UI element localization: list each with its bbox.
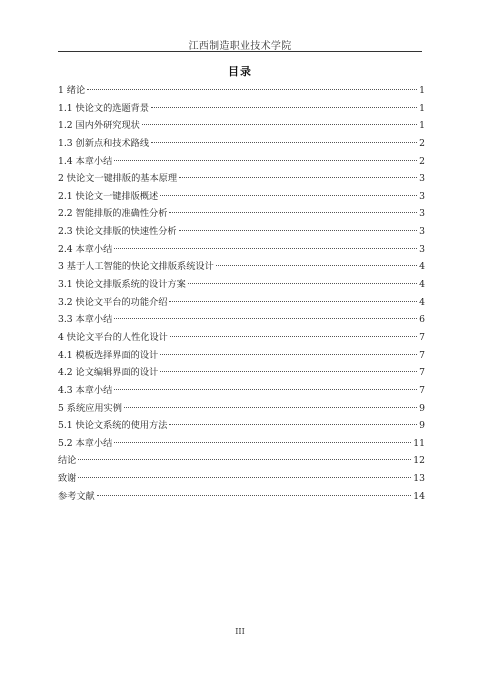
toc-dot-leader	[169, 212, 417, 213]
toc-dot-leader	[78, 459, 411, 460]
toc-entry-page: 1	[419, 120, 425, 132]
toc-entry[interactable]	[58, 452, 425, 470]
toc-entry-page: 3	[419, 208, 425, 220]
toc-entry[interactable]	[58, 311, 425, 329]
toc-entry-page: 3	[419, 190, 425, 202]
toc-dot-leader	[216, 265, 417, 266]
toc-entry[interactable]	[58, 223, 425, 241]
toc-entry[interactable]	[58, 382, 425, 400]
toc-entry-label: 结论	[58, 455, 77, 467]
page-header: 江西制造职业技术学院	[188, 41, 292, 52]
toc-entry-page: 7	[419, 349, 425, 361]
toc-dot-leader	[78, 477, 411, 478]
toc-dot-leader	[151, 142, 417, 143]
toc-entry-page: 7	[419, 384, 425, 396]
toc-entry[interactable]	[58, 188, 425, 206]
toc-entry-page: 7	[419, 367, 425, 379]
toc-entry[interactable]	[58, 329, 425, 347]
toc-entry[interactable]	[58, 258, 425, 276]
toc-entry-page: 3	[419, 173, 425, 185]
toc-entry-page: 14	[413, 490, 425, 502]
toc-entry-label: 4 快论文平台的人性化设计	[58, 331, 168, 343]
toc-entry[interactable]	[58, 241, 425, 259]
toc-entry-label: 3.1 快论文排版系统的设计方案	[58, 279, 186, 291]
toc-dot-leader	[87, 89, 417, 90]
toc-entry-label: 1 绪论	[58, 85, 86, 96]
toc-dot-leader	[114, 318, 417, 319]
toc-dot-leader	[170, 336, 417, 337]
toc-entry-label: 4.1 模板选择界面的设计	[58, 349, 159, 361]
toc-title: 目录	[228, 65, 252, 78]
toc-dot-leader	[151, 107, 417, 108]
header-divider	[58, 51, 422, 52]
toc-entry[interactable]	[58, 153, 425, 171]
toc-dot-leader	[160, 371, 417, 372]
toc-entry[interactable]	[58, 417, 425, 435]
toc-entry[interactable]	[58, 364, 425, 382]
toc-entry-page: 9	[419, 402, 425, 414]
toc-entry-page: 11	[413, 437, 425, 449]
toc-entry-page: 3	[419, 226, 425, 238]
toc-entry-page: 4	[419, 296, 425, 308]
toc-dot-leader	[114, 442, 411, 443]
toc-entry[interactable]	[58, 488, 425, 506]
toc-entry-label: 2.1 快论文一键排版概述	[58, 190, 159, 202]
toc-entry-page: 13	[413, 473, 425, 485]
toc-entry[interactable]	[58, 82, 425, 100]
toc-entry[interactable]	[58, 170, 425, 188]
toc-dot-leader	[188, 283, 417, 284]
toc-entry-label: 参考文献	[58, 490, 95, 502]
toc-entry-page: 2	[419, 137, 425, 149]
toc-entry-page: 1	[419, 85, 425, 96]
toc-entry[interactable]	[58, 470, 425, 488]
toc-entry[interactable]	[58, 347, 425, 365]
toc-entry-label: 5 系统应用实例	[58, 402, 122, 414]
toc-entry-label: 1.2 国内外研究现状	[58, 120, 140, 132]
toc-entry[interactable]	[58, 135, 425, 153]
toc-entry-label: 5.2 本章小结	[58, 437, 113, 449]
toc-entry-page: 2	[419, 155, 425, 167]
toc-dot-leader	[169, 424, 417, 425]
toc-dot-leader	[97, 495, 412, 496]
toc-entry[interactable]	[58, 435, 425, 453]
toc-entry-label: 3.2 快论文平台的功能介绍	[58, 296, 168, 308]
toc-entry[interactable]	[58, 205, 425, 223]
toc-entry-label: 2 快论文一键排版的基本原理	[58, 173, 178, 185]
toc-entry-page: 6	[419, 314, 425, 326]
toc-dot-leader	[114, 389, 417, 390]
toc-entry-page: 1	[419, 102, 425, 114]
toc-entry-label: 5.1 快论文系统的使用方法	[58, 420, 168, 432]
toc-entry-page: 4	[419, 261, 425, 273]
table-of-contents	[58, 82, 425, 505]
toc-entry-page: 12	[413, 455, 425, 467]
toc-dot-leader	[114, 160, 417, 161]
toc-entry-label: 1.1 快论文的选题背景	[58, 102, 150, 114]
toc-dot-leader	[160, 195, 417, 196]
toc-entry-page: 3	[419, 243, 425, 255]
toc-dot-leader	[169, 301, 417, 302]
toc-dot-leader	[124, 407, 417, 408]
toc-entry[interactable]	[58, 117, 425, 135]
toc-dot-leader	[160, 354, 417, 355]
toc-entry-label: 2.2 智能排版的准确性分析	[58, 208, 168, 220]
toc-entry-page: 4	[419, 279, 425, 291]
toc-entry[interactable]	[58, 276, 425, 294]
toc-entry-label: 致谢	[58, 473, 77, 485]
toc-entry-label: 4.2 论文编辑界面的设计	[58, 367, 159, 379]
toc-entry-label: 2.4 本章小结	[58, 243, 113, 255]
toc-dot-leader	[142, 124, 417, 125]
toc-entry-label: 4.3 本章小结	[58, 384, 113, 396]
toc-entry-label: 3 基于人工智能的快论文排版系统设计	[58, 261, 214, 273]
toc-entry-page: 9	[419, 420, 425, 432]
toc-entry-label: 2.3 快论文排版的快速性分析	[58, 226, 177, 238]
toc-entry[interactable]	[58, 100, 425, 118]
toc-entry[interactable]	[58, 400, 425, 418]
toc-entry[interactable]	[58, 294, 425, 312]
toc-dot-leader	[179, 230, 418, 231]
toc-entry-label: 1.4 本章小结	[58, 155, 113, 167]
toc-entry-label: 3.3 本章小结	[58, 314, 113, 326]
toc-entry-label: 1.3 创新点和技术路线	[58, 137, 150, 149]
page-number: III	[235, 627, 245, 636]
toc-entry-page: 7	[419, 331, 425, 343]
toc-dot-leader	[179, 177, 417, 178]
toc-dot-leader	[114, 248, 417, 249]
